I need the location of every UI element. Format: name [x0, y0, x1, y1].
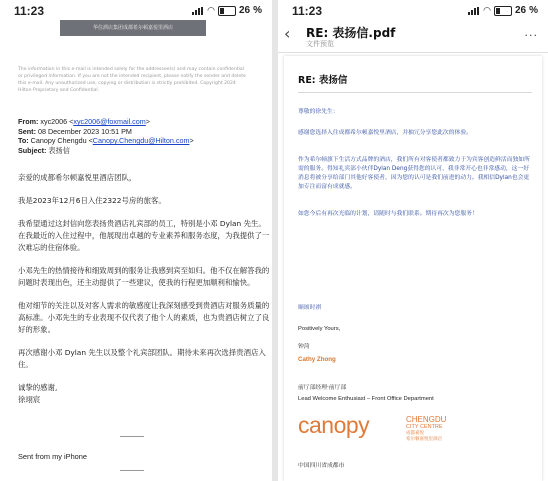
- battery-icon: [494, 6, 512, 16]
- doc-address: 中国四川省成都市: [298, 463, 345, 469]
- email-paragraph: 他对细节的关注以及对客人需求的敏感度让我深刻感受到贵酒店对服务质量的高标准。小邓先生的专业表现不仅代表了他个人的素质，也为贵酒店树立了良好的形象。: [18, 301, 270, 334]
- status-icons: [192, 5, 262, 16]
- doc-paragraph: 如您今后有再次光临的计划，请随时与我们联系。期待再次为您服务！: [298, 211, 478, 217]
- logo-city-2: CITY CENTRE: [406, 424, 443, 430]
- from-line: [18, 117, 268, 127]
- email-paragraph: 我希望通过这封信向您表扬贵酒店礼宾部的员工，特别是小邓 Dylan 先生。在我最近的入住过程中，他展现出卓越的专业素养和服务态度，为我提供了一次难忘的住宿体验。: [18, 219, 270, 252]
- pdf-preview-pane: [278, 0, 548, 481]
- doc-dept-en: Lead Welcome Enthusiast – Front Office Department: [298, 396, 434, 402]
- email-paragraph: 亲爱的成都希尔顿嘉悦里酒店团队，: [18, 173, 137, 182]
- doc-paragraph: 作为希尔顿旗下生活方式品牌的酒店，我们所有对客使者都致力于为宾客创造鲜活而独如所需的服务。得知礼宾部小伙伴Dylan Deng获得您的认可，我非常开心也非常感动，这一好消息将被分享给部门其他好客使者，因为您的认可是我们前进的动力。我相信Dylan也会更加专注而富有成就感。: [298, 157, 530, 190]
- subject-line: [18, 146, 268, 156]
- email-paragraph: 再次感谢小邓 Dylan 先生以及整个礼宾部团队。期待未来再次选择贵酒店入住。: [18, 348, 266, 369]
- percent-sign-icon: %: [253, 5, 262, 16]
- email-paragraph: 小邓先生的热情接待和细致周到的服务让我感到宾至如归。他不仅在解答我的问题时表现出色，还主动提供了一些建议，使我的行程更加顺利和愉快。: [18, 266, 270, 287]
- doc-greeting: 尊敬的徐先生：: [298, 109, 339, 115]
- status-time: 11:23: [14, 4, 45, 18]
- to-label: To:: [18, 136, 29, 146]
- doc-paragraph: 感谢您选择入住成都希尔顿嘉悦里酒店，并抽冗分享您此次的体验。: [298, 130, 472, 136]
- email-paragraph: 我是2023年12月6日入住2322号房的旅客。: [18, 196, 166, 205]
- logo-cn-1: 成都嘉悦: [406, 431, 424, 436]
- logo-city-1: CHENGDU: [406, 415, 447, 424]
- email-body: [18, 172, 270, 417]
- email-pane: [0, 0, 272, 481]
- divider-line: [120, 436, 144, 437]
- sent-from-iphone: Sent from my iPhone: [18, 452, 88, 461]
- doc-body: [298, 108, 532, 227]
- logo-cn: [406, 431, 442, 443]
- from-value: xyc2006 <: [40, 117, 74, 126]
- percent-sign-icon: %: [529, 5, 538, 16]
- email-banner: 华住酒店集团成都希尔顿嘉悦里酒店: [60, 20, 206, 36]
- doc-sign-cn: 钟菏: [298, 344, 310, 350]
- doc-dept-cn: 前厅部经理·前厅部: [298, 385, 347, 391]
- to-email-link[interactable]: Canopy.Chengdu@Hilton.com: [92, 136, 190, 146]
- to-end: >: [189, 136, 194, 146]
- logo-cn-2: 希尔顿嘉悦里酒店: [406, 437, 442, 442]
- pdf-page: [284, 56, 542, 481]
- from-label: From:: [18, 117, 39, 126]
- doc-sign-name: Cathy Zhong: [298, 356, 336, 363]
- wifi-icon: ◠: [483, 5, 491, 15]
- sent-line: [18, 127, 268, 137]
- wifi-icon: ◠: [207, 5, 215, 15]
- doc-closing: 顺颂时祺: [298, 305, 322, 311]
- battery-level: 26: [238, 5, 251, 16]
- canopy-logo: [298, 412, 448, 446]
- preview-nav-bar: [278, 22, 548, 53]
- from-end: >: [145, 117, 150, 126]
- status-time: 11:23: [292, 4, 323, 18]
- doc-rule: [298, 92, 532, 93]
- subject-label: Subject:: [18, 145, 47, 155]
- status-icons: [468, 5, 538, 16]
- file-title: RE: 表扬信.pdf: [306, 26, 396, 40]
- doc-title: RE: 表扬信: [298, 75, 348, 86]
- divider-line: [120, 470, 144, 471]
- email-signoff: 诚挚的感谢, 徐翊宸: [18, 383, 58, 404]
- doc-sign-en: Positively Yours,: [298, 326, 341, 332]
- more-options-icon[interactable]: ...: [524, 26, 538, 39]
- file-subtitle: 文件预览: [306, 40, 334, 48]
- logo-city: [406, 415, 446, 430]
- to-line: [18, 136, 268, 146]
- chevron-left-icon[interactable]: ‹: [284, 24, 291, 43]
- battery-level: 26: [514, 5, 527, 16]
- status-bar: [278, 0, 548, 22]
- from-email-link[interactable]: xyc2006@foxmail.com: [73, 117, 146, 126]
- logo-wordmark: canopy: [298, 412, 370, 438]
- signal-icon: [468, 7, 480, 15]
- email-fineprint: The information in this e-mail is intended solely for the addressee(s) and may contain confidential or privileged information. If you are not the intended recipient, please notify the sender and delete this e-mail. Any unauthorized use, copying or distribution is strictly prohibited. Copyright 2024 Hilton Proprietary and Confidential.: [18, 67, 246, 93]
- sent-label: Sent:: [18, 126, 36, 136]
- battery-icon: [218, 6, 236, 16]
- subject-value: 表扬信: [48, 145, 70, 155]
- to-value: Canopy Chengdu <: [30, 136, 93, 146]
- sent-value: 08 December 2023 10:51 PM: [37, 126, 132, 136]
- signal-icon: [192, 7, 204, 15]
- status-bar: [0, 0, 272, 22]
- email-header: [18, 117, 268, 155]
